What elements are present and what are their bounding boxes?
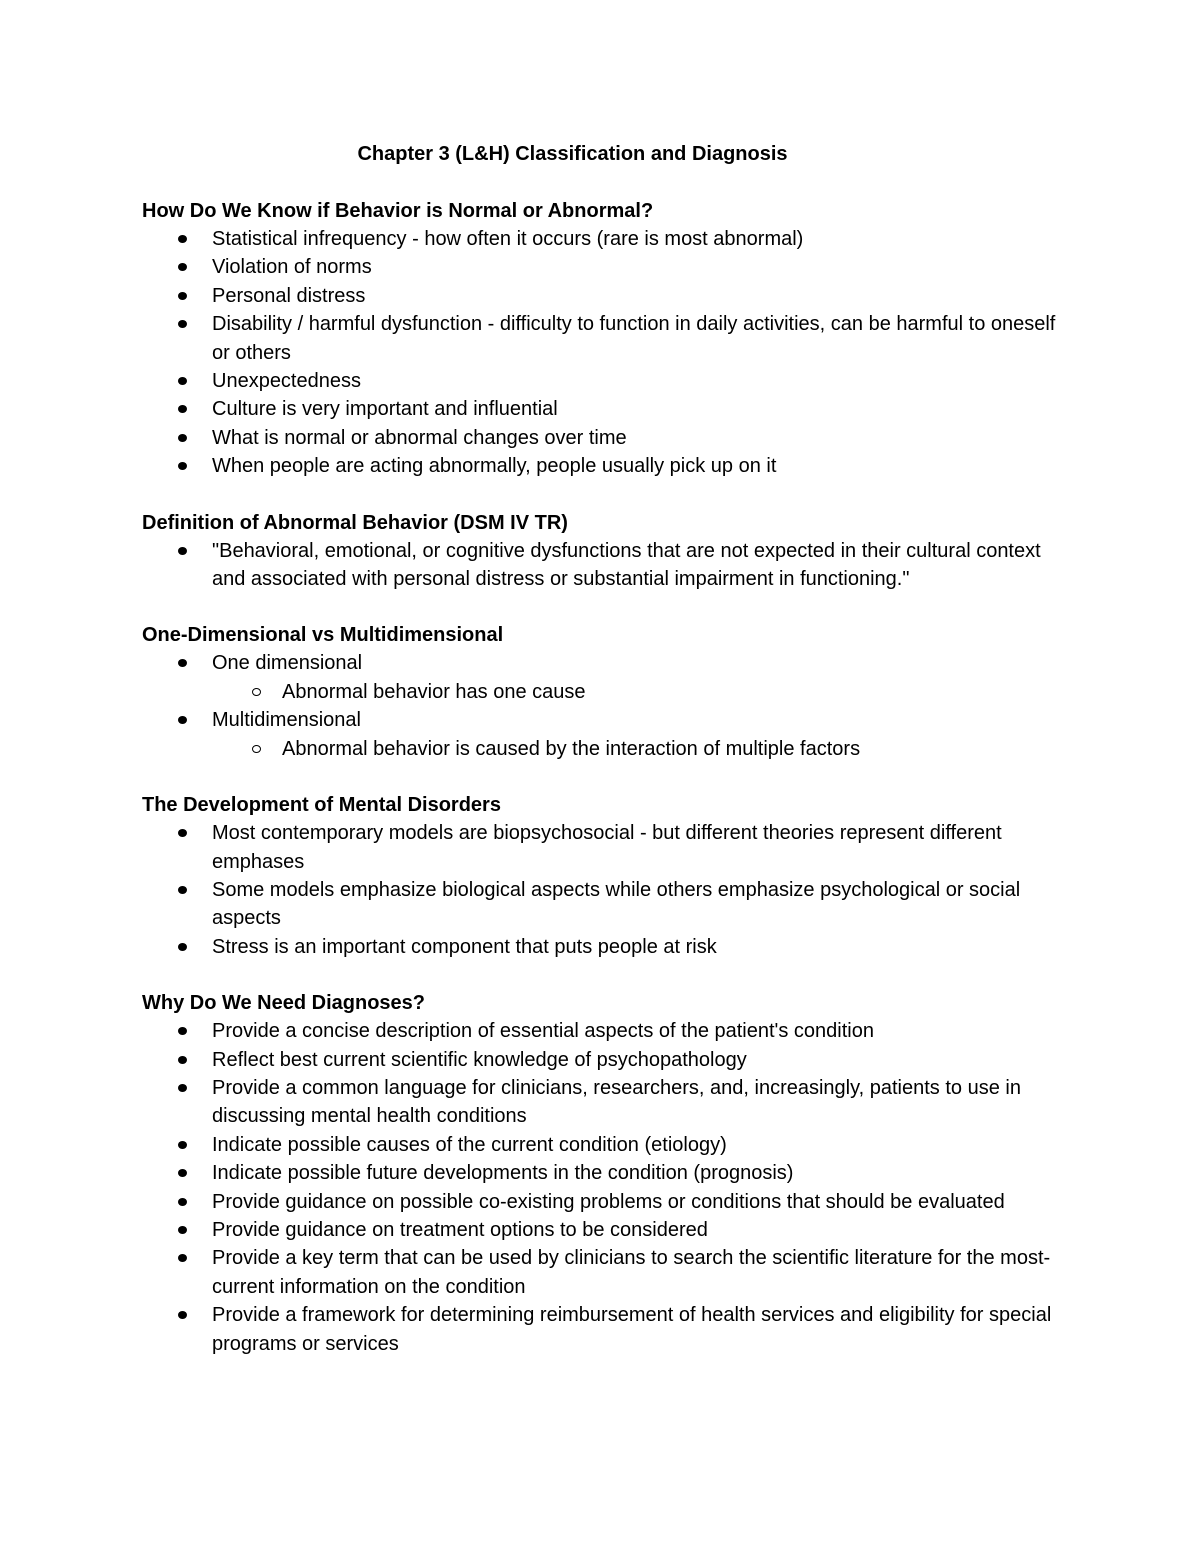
section [142,989,1072,1358]
bullet-icon [178,1169,187,1177]
list-item-text: When people are acting abnormally, people usually pick up on it [212,455,777,478]
list-item-text: Personal distress [212,284,366,307]
list-item [142,1216,1072,1244]
bullet-icon [178,263,187,271]
section-heading: Definition of Abnormal Behavior (DSM IV TR) [142,511,568,534]
list-item-text: Stress is an important component that puts people at risk [212,935,717,958]
list-item-text: Indicate possible causes of the current condition (etiology) [212,1133,727,1156]
list-item-text: Reflect best current scientific knowledge of psychopathology [212,1048,747,1071]
list-item [142,1159,1072,1187]
list-item [142,819,1072,876]
list-item-text: Provide a common language for clinicians, researchers, and, increasingly, patients to use in discussing mental health conditions [212,1076,1021,1128]
bullet-icon [178,405,187,413]
list-item [142,452,1072,480]
list-item-text: What is normal or abnormal changes over time [212,426,627,449]
sub-bullet-list [212,678,1072,706]
hollow-bullet-icon [252,688,261,696]
list-item-text: Statistical infrequency - how often it occurs (rare is most abnormal) [212,228,804,250]
list-item [142,1131,1072,1159]
hollow-bullet-icon [252,745,261,753]
list-item-text: One dimensional [212,652,363,675]
document-page [142,140,1072,1386]
bullet-icon [178,1311,187,1319]
sub-bullet-list [212,735,1072,763]
bullet-icon [178,235,187,243]
list-item [142,706,1072,763]
list-item [142,225,1072,253]
list-item [142,1017,1072,1045]
list-item [142,1074,1072,1131]
bullet-list [142,1017,1072,1358]
list-item [142,933,1072,961]
list-item-text: Culture is very important and influential [212,398,558,421]
bullet-list [142,225,1072,481]
list-item-text: Provide a key term that can be used by clinicians to search the scientific literature for the most-current information on the condition [212,1247,1051,1298]
bullet-icon [178,829,187,837]
bullet-icon [178,1198,187,1206]
list-item-text: Provide guidance on treatment options to be considered [212,1218,708,1241]
bullet-icon [178,1226,187,1234]
bullet-list [142,819,1072,961]
bullet-icon [178,1084,187,1092]
list-item [142,649,1072,706]
section [142,509,1072,594]
sub-list-item [212,678,1072,706]
list-item-text: Provide a concise description of essential aspects of the patient's condition [212,1020,874,1043]
bullet-icon [178,320,187,328]
list-item [142,310,1072,367]
list-item [142,1244,1072,1301]
section [142,621,1072,763]
sub-list-item-text: Abnormal behavior has one cause [282,680,586,703]
bullet-icon [178,547,187,555]
list-item-text: Multidimensional [212,709,361,732]
section [142,197,1072,481]
list-item-text: Disability / harmful dysfunction - difficulty to function in daily activities, can be harmful to oneself or others [212,313,1056,364]
bullet-list [142,649,1072,763]
bullet-icon [178,434,187,442]
bullet-icon [178,659,187,667]
list-item [142,1046,1072,1074]
list-item [142,253,1072,281]
sub-list-item-text: Abnormal behavior is caused by the interaction of multiple factors [282,737,861,760]
list-item-text: Some models emphasize biological aspects while others emphasize psychological or social aspects [212,878,1021,930]
list-item [142,1188,1072,1216]
section [142,791,1072,961]
sub-list-item [212,735,1072,763]
list-item-text: Most contemporary models are biopsychosocial - but different theories represent different emphases [212,822,1002,873]
list-item-text: Indicate possible future developments in the condition (prognosis) [212,1162,794,1185]
list-item [142,424,1072,452]
list-item [142,367,1072,395]
section-heading: The Development of Mental Disorders [142,794,501,817]
list-item-text: Provide a framework for determining reimbursement of health services and eligibility for special programs or services [212,1304,1052,1355]
bullet-icon [178,886,187,894]
list-item-text: "Behavioral, emotional, or cognitive dysfunctions that are not expected in their cultural context and associated with personal distress or substantial impairment in functioning." [212,539,1041,591]
bullet-icon [178,1254,187,1262]
bullet-icon [178,716,187,724]
list-item [142,1301,1072,1358]
page-title: Chapter 3 (L&H) Classification and Diagnosis [357,143,788,165]
bullet-icon [178,943,187,951]
bullet-icon [178,1141,187,1149]
bullet-list [142,537,1072,594]
list-item [142,282,1072,310]
section-heading: Why Do We Need Diagnoses? [142,992,426,1015]
bullet-icon [178,292,187,300]
document-body [142,197,1072,1358]
list-item-text: Provide guidance on possible co-existing problems or conditions that should be evaluated [212,1190,1005,1213]
section-heading: How Do We Know if Behavior is Normal or Abnormal? [142,200,654,222]
list-item [142,537,1072,594]
list-item [142,876,1072,933]
section-heading: One-Dimensional vs Multidimensional [142,624,504,647]
list-item [142,395,1072,423]
bullet-icon [178,1027,187,1035]
bullet-icon [178,377,187,385]
list-item-text: Unexpectedness [212,370,361,393]
bullet-icon [178,462,187,470]
bullet-icon [178,1056,187,1064]
list-item-text: Violation of norms [212,256,372,279]
